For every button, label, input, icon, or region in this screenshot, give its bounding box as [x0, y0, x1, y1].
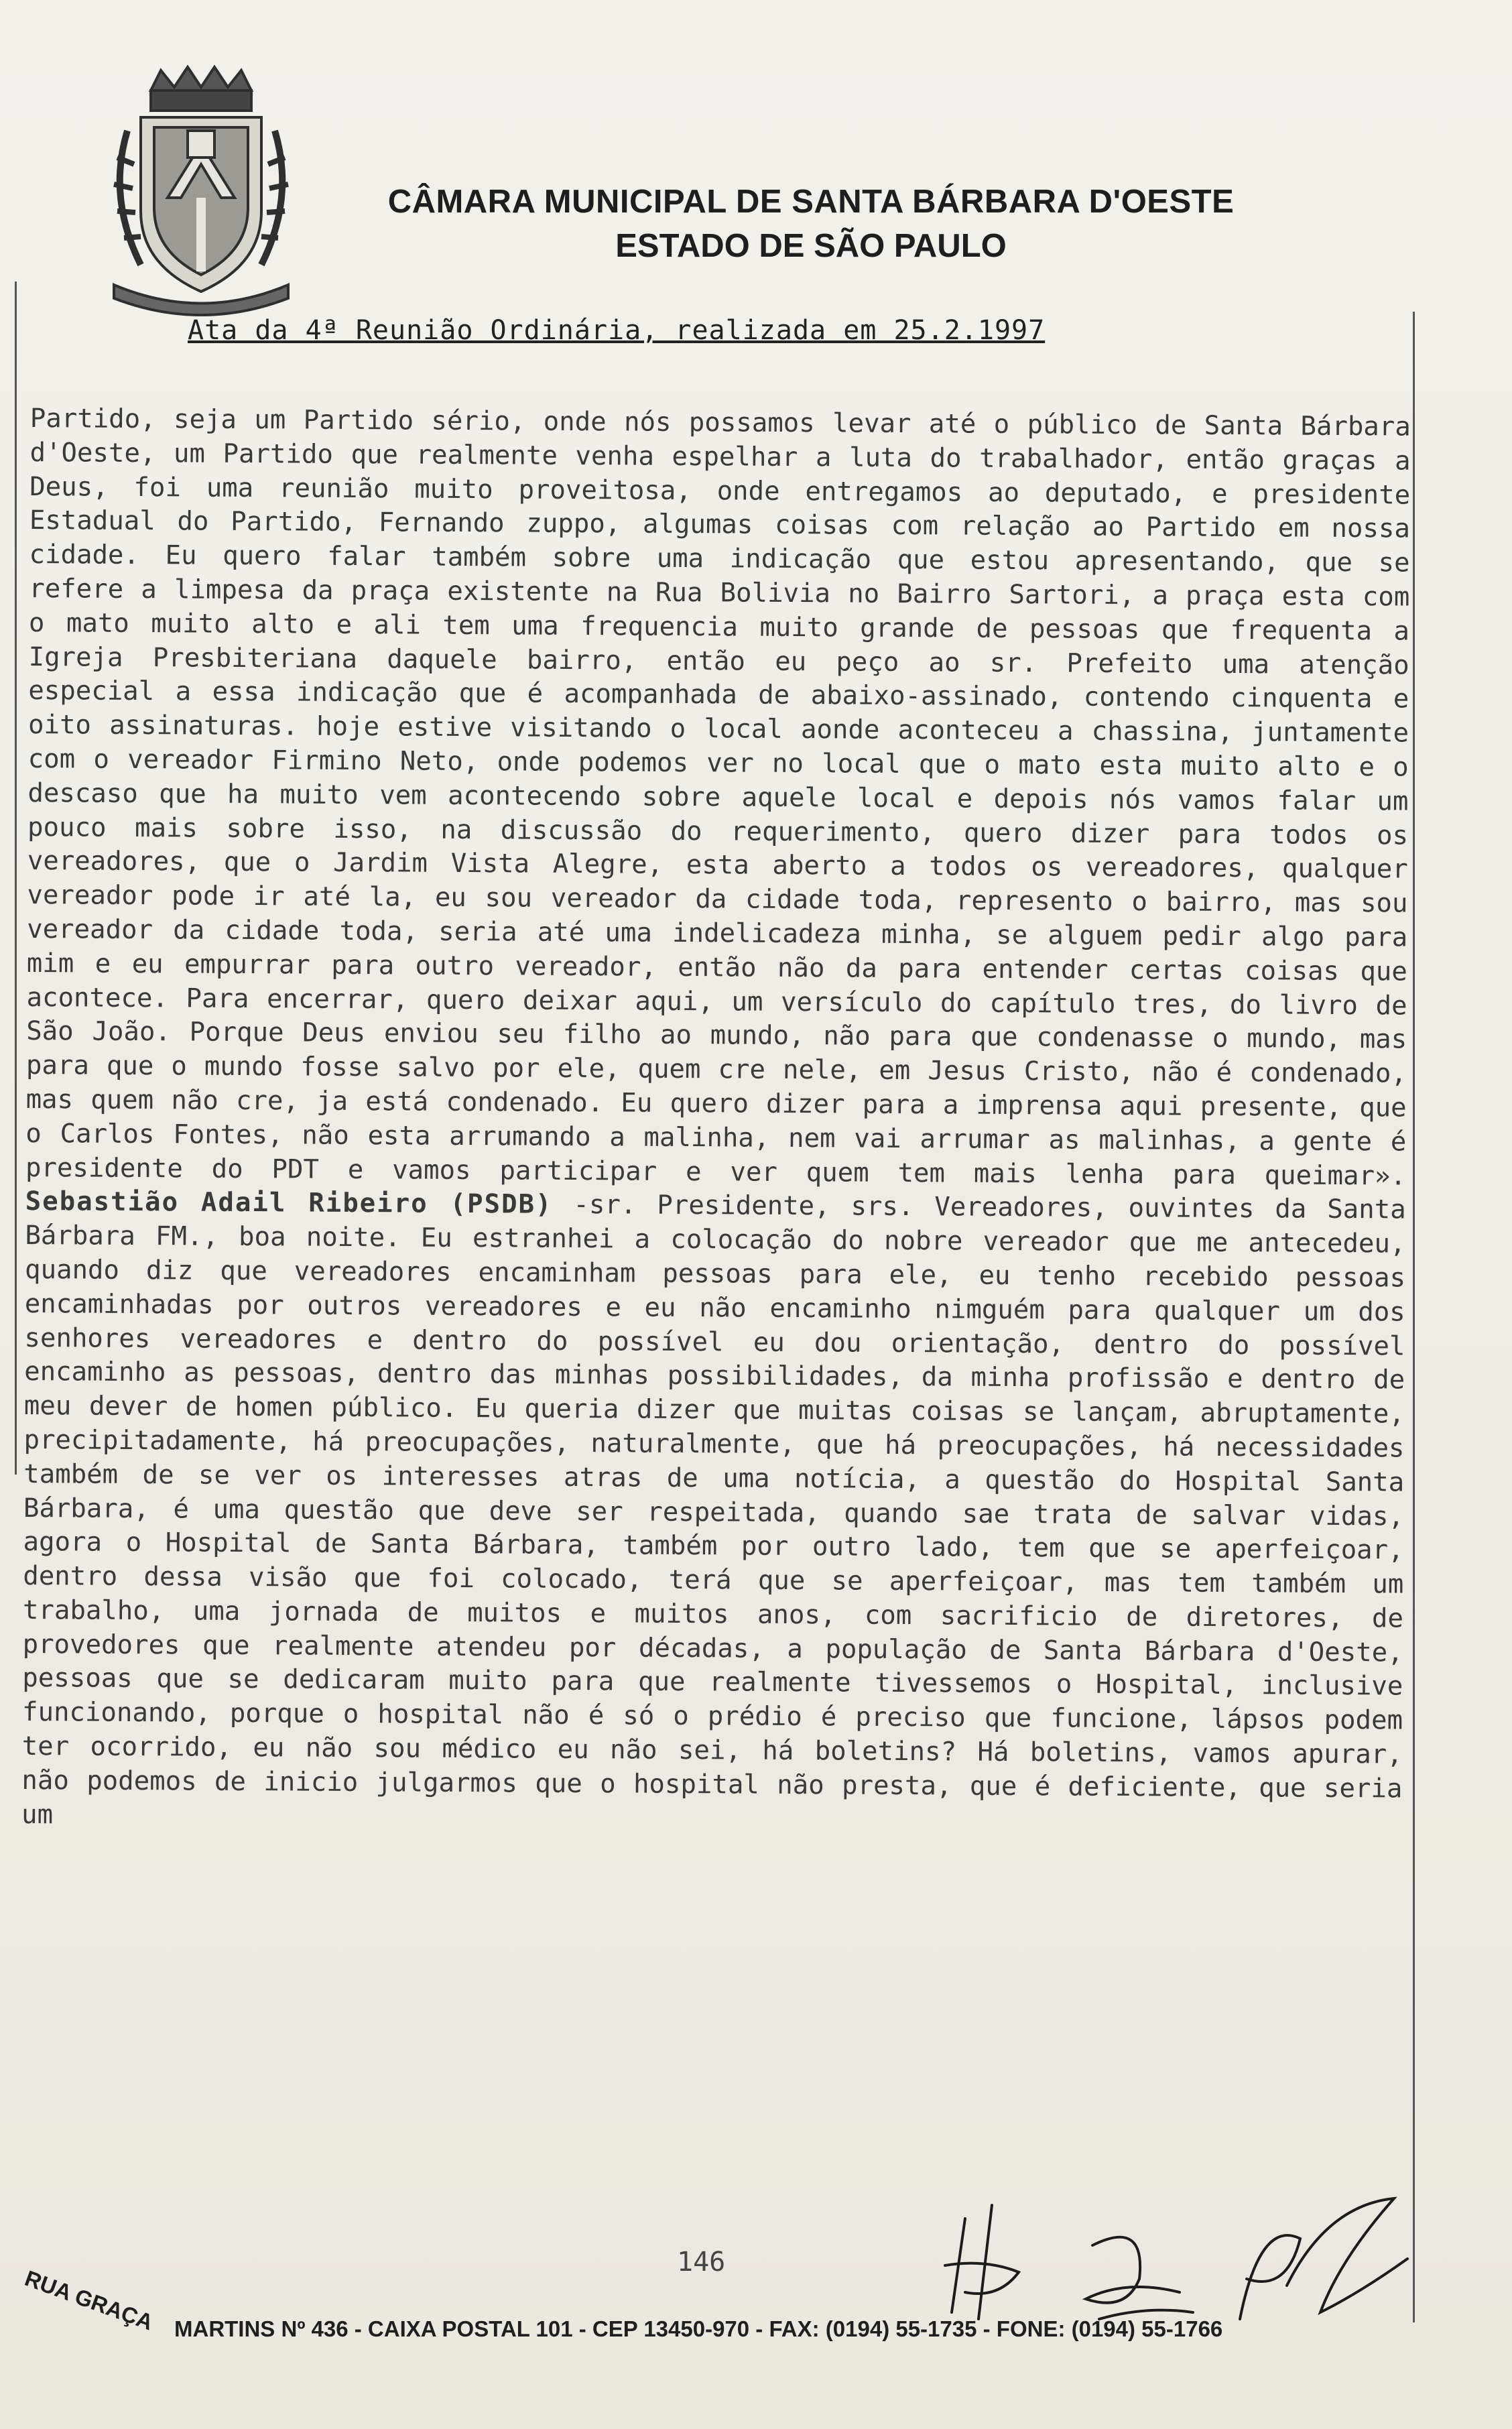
paragraph-1: Partido, seja um Partido sério, onde nós possamos levar até o público de Santa Bárbara d'Oeste, um Partido que realmente venha espelhar a luta do trabalhador, então graças a Deus, foi uma reunião muito proveitosa, onde entregamos ao deputado, e presidente Estadual do Partido, Fernando zuppo, algumas coisas com relação ao Partido em nossa cidade. Eu quero falar também sobre uma indicação que estou apresentando, que se refere a limpesa da praça existente na Rua Bolivia no Bairro Sartori, a praça esta com o mato muito alto e ali tem uma frequencia muito grande de pessoas que frequenta a Igreja Presbiteriana daquele bairro, então eu peço ao sr. Prefeito uma atenção especial a essa indicação que é acompanhada de abaixo-assinado, contendo cinquenta e oito assinaturas. hoje estive visitando o local aonde aconteceu a chassina, juntamente com o vereador Firmino Neto, onde podemos ver no local que o mato esta muito alto e o descaso que ha muito vem acontecendo sobre aquele local e depois nós vamos falar um pouco mais sobre isso, na discussão do requerimento, quero dizer para todos os vereadores, que o Jardim Vista Alegre, esta aberto a todos os vereadores, qualquer vereador pode ir até la, eu sou vereador da cidade toda, represento o bairro, mas sou vereador da cidade toda, seria até uma indelicadeza minha, se alguem pedir algo para mim e eu empurrar para outro vereador, então não da para entender certas coisas que acontece. Para encerrar, quero deixar aqui, um versículo do capítulo tres, do livro de São João. Porque Deus enviou seu filho ao mundo, não para que condenasse o mundo, mas para que o mundo fosse salvo por ele, quem cre nele, em Jesus Cristo, não é condenado, mas quem não cre, ja está condenado. Eu quero dizer para a imprensa aqui presente, que o Carlos Fontes, não esta arrumando a malinha, nem vai arrumar as malinhas, a gente é presidente do PDT e vamos participar e ver quem tem mais lenha para queimar». [25, 403, 1411, 1192]
right-margin-rule [1413, 312, 1415, 2322]
footer-street: RUA GRAÇA [21, 2265, 157, 2335]
municipal-coat-of-arms-icon [87, 64, 315, 332]
left-margin-rule [15, 282, 17, 1475]
letterhead-footer [21, 2265, 1451, 2353]
state-name: ESTADO DE SÃO PAULO [615, 228, 1007, 264]
minutes-title: Ata da 4ª Reunião Ordinária, realizada em 25.2.1997 [188, 315, 1046, 346]
page-number: 146 [677, 2247, 726, 2278]
institution-name: CÂMARA MUNICIPAL DE SANTA BÁRBARA D'OESTE [387, 184, 1235, 220]
speaker-name: Sebastião Adail Ribeiro (PSDB) [25, 1186, 553, 1221]
footer-address: MARTINS Nº 436 - CAIXA POSTAL 101 - CEP 13450-970 - FAX: (0194) 55-1735 - FONE: (0194) 55-1766 [174, 2316, 1223, 2341]
minutes-body [19, 402, 1411, 2221]
paragraph-2: -sr. Presidente, srs. Vereadores, ouvintes da Santa Bárbara FM., boa noite. Eu estranhei a colocação do nobre vereador que me antecedeu, quando diz que vereadores encaminham pessoas para ele, eu tenho recebido pessoas encaminhadas por outros vereadores e eu não encaminho nimguém para qualquer um dos senhores vereadores e dentro do possível eu dou orientação, dentro do possível encaminho as pessoas, dentro das minhas possibilidades, da minha profissão e dentro de meu dever de homen público. Eu queria dizer que muitas coisas se lançam, abruptamente, precipitadamente, há preocupações, naturalmente, que há preocupações, há necessidades também de se ver os interesses atras de uma notícia, a questão do Hospital Santa Bárbara, é uma questão que deve ser respeitada, quando sae trata de salvar vidas, agora o Hospital de Santa Bárbara, também por outro lado, tem que se aperfeiçoar, dentro dessa visão que foi colocado, terá que se aperfeiçoar, mas tem também um trabalho, uma jornada de muitos e muitos anos, com sacrificio de diretores, de provedores que realmente atendeu por décadas, a população de Santa Bárbara d'Oeste, pessoas que se dedicaram muito para que realmente tivessemos o Hospital, inclusive funcionando, porque o hospital não é só o prédio é preciso que funcione, lápsos podem ter ocorrido, eu não sou médico eu não sei, há boletins? Há boletins, vamos apurar, não podemos de inicio julgarmos que o hospital não presta, que é deficiente, que seria um [21, 1190, 1406, 1830]
letterhead [375, 181, 1247, 267]
